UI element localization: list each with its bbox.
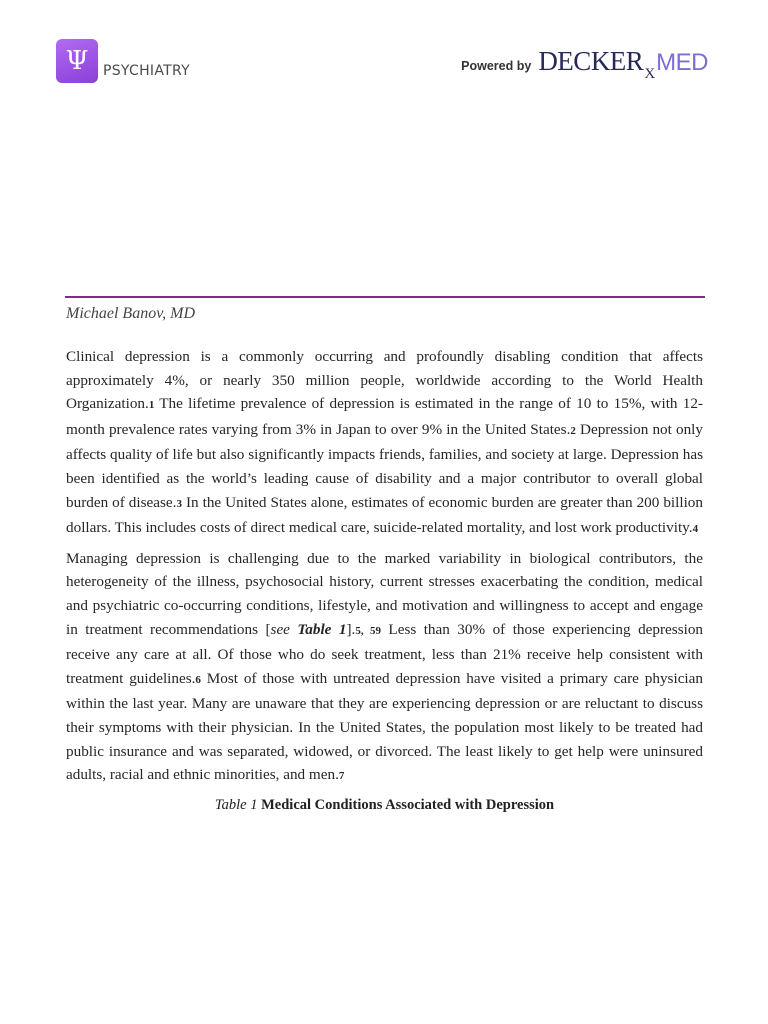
rx-mark: X (644, 66, 656, 82)
text-run: Less than 30% of those experiencing depression receive any care at all. Of those who do seek treatment, less than 21% receive help consistent with treatment guidelines. (66, 620, 704, 687)
article-body (66, 345, 703, 816)
decker-wordmark: DECKER (538, 46, 644, 76)
text-run: ]. (346, 620, 356, 638)
reference-link[interactable]: 1 (148, 399, 155, 412)
paragraph-1 (66, 345, 703, 542)
med-wordmark: MED (656, 49, 708, 76)
table-reference-link[interactable]: Table 1 (297, 620, 347, 638)
table-caption (66, 794, 703, 816)
text-run: Managing depression is challenging due to the marked variability in biological contributors, the heterogeneity of the illness, psychosocial history, current stresses exacerbating the condition, medical and psychiatric co-occurring conditions, lifestyle, and motivation and willingness to accept and engage in treatment recommendations [ (66, 549, 703, 638)
title-divider (65, 296, 705, 298)
deckermed-logo[interactable] (461, 46, 708, 82)
text-run: Depression not only affects quality of life but also significantly impacts friends, families, and society at large. Depression has been identified as the world’s leading cause of disability and a major contributor to overall global burden of disease. (66, 420, 703, 511)
author-name: Michael Banov, MD (66, 305, 195, 322)
text-run: Most of those with untreated depression have visited a primary care physician within the last year. Many are unaware that they are experiencing depression or are reluctant to discuss their symptoms with their physician. In the United States, the population most likely to be treated had public insurance and was separated, widowed, or divorced. The least likely to get help were uninsured adults, racial and ethnic minorities, and men. (66, 669, 703, 784)
reference-link[interactable]: 4 (692, 523, 699, 536)
reference-link[interactable]: 5, 59 (355, 624, 381, 637)
powered-by-label: Powered by (461, 59, 532, 73)
table-label: Table 1 (214, 796, 258, 813)
psychiatry-logo[interactable] (56, 39, 190, 83)
psi-icon: Ψ (56, 39, 98, 83)
text-run: Clinical depression is a commonly occurring and profoundly disabling condition that affects approximately 4%, or nearly 350 million people, worldwide according to the World Health Organization. (66, 348, 703, 413)
brand-name: PSYCHIATRY (103, 63, 190, 79)
page-header (0, 38, 768, 88)
text-run: In the United States alone, estimates of economic burden are greater than 200 billion dollars. This includes costs of direct medical care, suicide-related mortality, and lost work productivity. (66, 493, 703, 537)
paragraph-2 (66, 547, 703, 789)
reference-link[interactable]: 6 (195, 673, 201, 686)
reference-link[interactable]: 7 (338, 770, 345, 783)
see-word: see (270, 620, 290, 638)
reference-link[interactable]: 2 (570, 424, 576, 437)
text-run: The lifetime prevalence of depression is estimated in the range of 10 to 15%, with 12-month prevalence rates varying from 3% in Japan to over 9% in the United States. (66, 395, 703, 438)
table-title: Medical Conditions Associated with Depression (261, 796, 555, 813)
reference-link[interactable]: 3 (176, 497, 182, 510)
